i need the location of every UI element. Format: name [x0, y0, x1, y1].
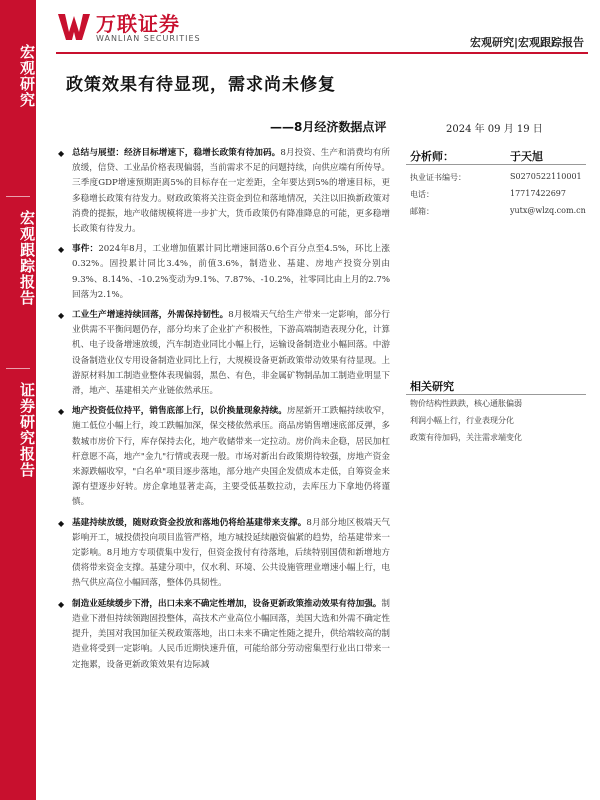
- sidebar-divider: [6, 368, 30, 369]
- bullet-text: 2024年8月，工业增加值累计同比增速回落0.6个百分点至4.5%，环比上涨0.32%。固投累计同比3.4%，前值3.6%，制造业、基建、房地产投资分别由9.3%、8.14%、-10.2%变动为9.1%、7.87%、-10.2%，社零同比由上月的2.7%回落为2.1%。: [72, 244, 390, 300]
- summary-bullet: [58, 146, 390, 237]
- related-research-heading: 相关研究: [406, 378, 586, 395]
- bullet-text: 制造业下滑但持续领跑固投整体，高技术产业高位小幅回落，美国大选和外需不确定性提升，美国对我国加征关税政策落地，出口未来不确定性随之提升，供给端较高的制造业将受到一定影响。人民币近期快速升值，可能给部分劳动密集型行业出口带来一定拖累，设备更新政策效果有边际减: [72, 598, 390, 670]
- report-title: 政策效果有待显现，需求尚未修复: [66, 75, 336, 95]
- related-research-item[interactable]: 政策有待加码，关注需求端变化: [410, 433, 522, 442]
- info-value: 17717422697: [510, 189, 566, 198]
- summary-bullet: [58, 308, 390, 399]
- info-key: 邮箱：: [410, 207, 434, 216]
- bullet-lead: 事件：: [72, 244, 99, 255]
- analyst-header: [406, 146, 586, 165]
- bullet-lead: 地产投资低位持平，销售底部上行，以价换量现象持续。: [72, 406, 287, 417]
- info-key: 执业证书编号：: [410, 173, 466, 182]
- analyst-email-row: [406, 203, 586, 220]
- summary-bullet: [58, 597, 390, 673]
- bullet-lead: 总结与展望：经济目标增速下，稳增长政策有待加码。: [72, 148, 281, 158]
- bullet-text: 8月投资、生产和消费均有所放缓，信贷、工业品价格表现偏弱，当前需求不足的问题持续，向供应端有所传导。三季度GDP增速预期距离5%的目标存在一定差距，全年要达到5%的增速目标，更多稳增长政策有待发力。财政政策将关注资金到位和落地情况，关注以旧换新政策对消费的提振，地产收储规模将进一步扩大，货币政策仍有降准降息的可能，更多稳增长政策有待发力。: [72, 148, 390, 235]
- summary-bullet: [58, 516, 390, 592]
- related-research-item[interactable]: 利润小幅上行，行业表现分化: [410, 416, 514, 425]
- analyst-email-link[interactable]: yutx@wlzq.com.cn: [510, 206, 586, 215]
- wanlian-logo-icon: [56, 8, 92, 44]
- summary-bullet: [58, 242, 390, 303]
- related-research: [406, 378, 586, 446]
- sidebar-label-securities-report: 证券研究报告: [18, 382, 36, 478]
- bullet-lead: 基建持续放缓，随财政资金投放和落地仍将给基建带来支撑。: [72, 517, 307, 528]
- analyst-panel: [406, 146, 586, 220]
- analyst-phone-row: [406, 186, 586, 203]
- left-sidebar: [0, 0, 36, 800]
- summary-bullet: [58, 404, 390, 510]
- report-subtitle: ——8月经济数据点评: [270, 120, 387, 134]
- summary-body: [58, 146, 390, 796]
- bullet-lead: 制造业延续缓步下滑，出口未来不确定性增加，设备更新政策推动效果有待加强。: [72, 598, 382, 609]
- sidebar-label-macro-research: 宏观研究: [18, 44, 36, 108]
- header-divider: [56, 52, 588, 54]
- report-category: 宏观研究|宏观跟踪报告: [469, 36, 584, 49]
- report-date: 2024 年 09 月 19 日: [446, 124, 543, 135]
- related-research-item[interactable]: 物价结构性跌跌，核心通胀偏弱: [410, 399, 522, 408]
- info-value: S0270522110001: [510, 172, 582, 181]
- sidebar-label-macro-tracking: 宏观跟踪报告: [18, 210, 36, 306]
- bullet-lead: 工业生产增速持续回落，外需保持韧性。: [72, 310, 229, 321]
- bullet-text: 房屋新开工跌幅持续收窄，施工低位小幅上行，竣工跌幅加深，保交楼依然承压。商品房销售增速底部反弹，多数城市房价下行，库存保持去化，地产收储带来一定拉动。房价尚未企稳，居民加杠杆意愿不高，地产"金九"行情或表现一般。市场对新出台政策期待较强，房地产资金来源跌幅收窄，"白名单"项目逐步落地，部分地产央国企发债成本走低，自筹资金来源有望逐步好转。房企拿地显著走高，主要受低基数拉动，去库压力下拿地仍将谨慎。: [72, 406, 390, 508]
- company-logo: [56, 6, 256, 48]
- logo-chinese-name: 万联证券: [96, 12, 180, 36]
- sidebar-divider: [6, 196, 30, 197]
- logo-english-name: WANLIAN SECURITIES: [96, 34, 201, 43]
- analyst-name: 于天旭: [510, 150, 543, 163]
- bullet-text: 8月极端天气给生产带来一定影响，部分行业供需不平衡问题仍存，部分均来了企业扩产积极性，下游高端制造表现分化，计算机、电子设备增速放缓，汽车制造业同比小幅上行，运输设备制造业小幅回落。中游设备制造业仪专用设备制造业同比上行，大规模设备更新政策带动效果有待显现。上游原材料加工制造业整体表现偏弱，黑色、有色，非金属矿物制品加工制造业明显下滑，地产、基建相关产业链依然承压。: [72, 310, 390, 397]
- bullet-text: 8月部分地区极端天气影响开工，城投债投向项目监管严格，地方城投延续融资偏紧的趋势，给基建带来一定影响。8月地方专项债集中发行，但资金拨付有待落地，后续特别国债和新增地方债将带来资金支撑。基建分项中，仅水利、环境、公共设施管理业增速小幅上行，电热气供应高位小幅回落，整体仍具韧性。: [72, 517, 390, 589]
- info-key: 电话：: [410, 190, 434, 199]
- analyst-license-row: [406, 169, 586, 186]
- analyst-label: 分析师：: [410, 150, 454, 163]
